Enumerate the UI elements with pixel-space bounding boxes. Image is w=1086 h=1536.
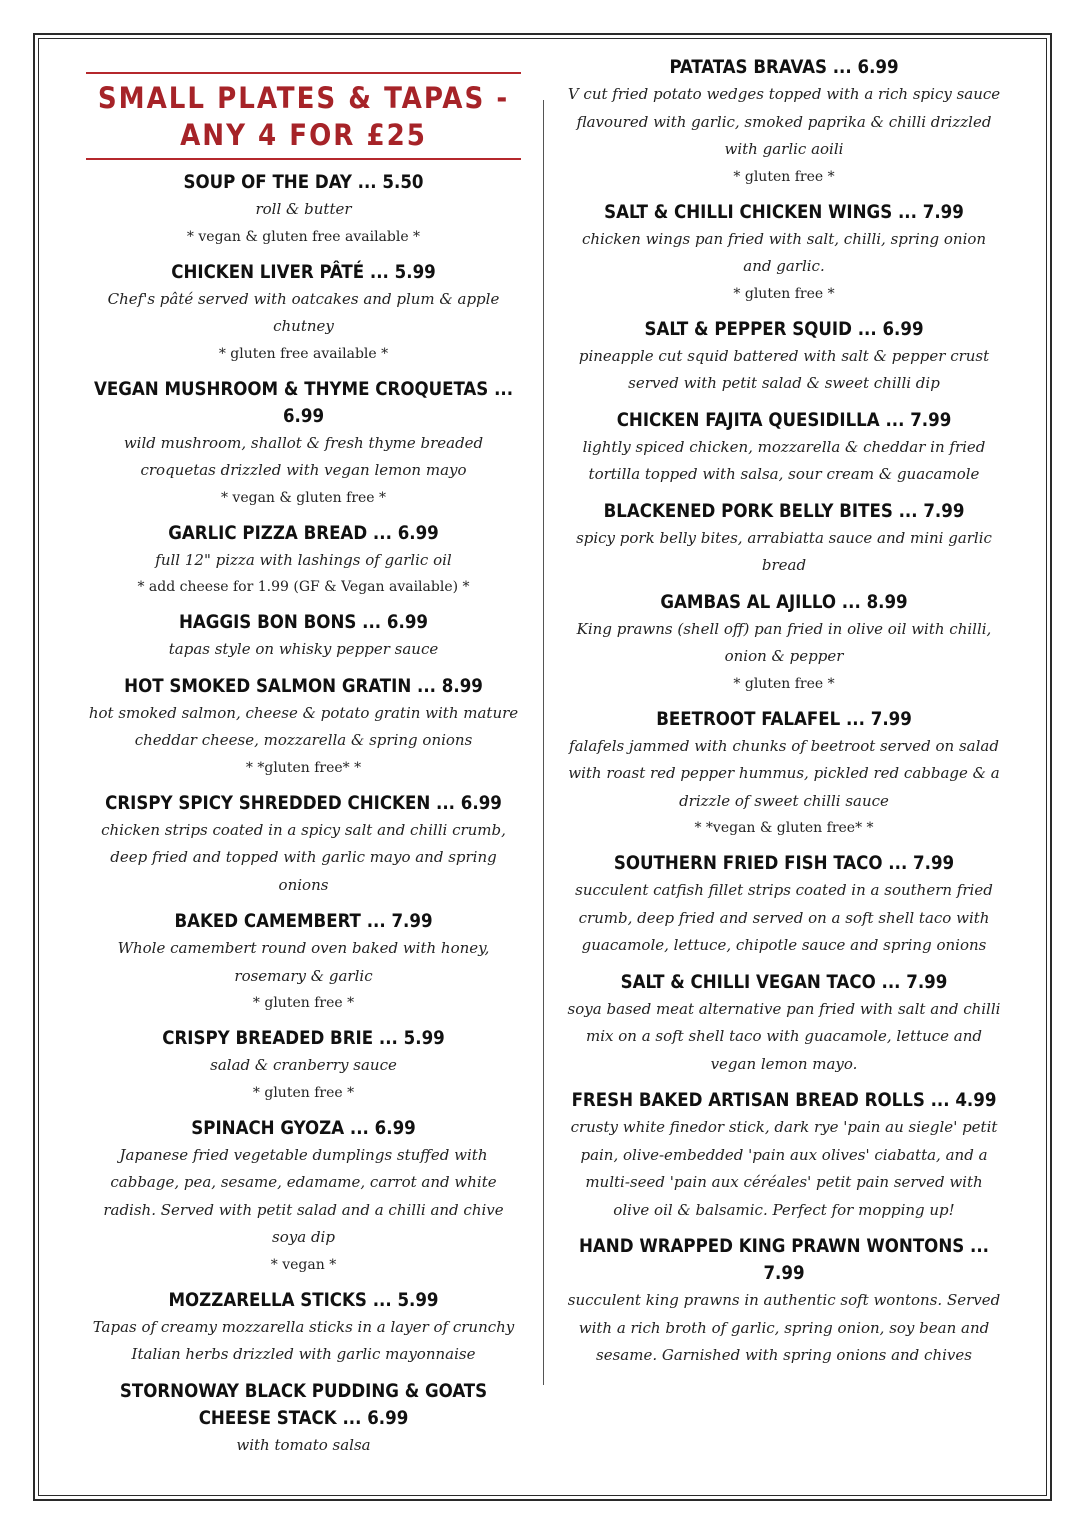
item-description: King prawns (shell off) pan fried in olive oil with chilli, onion & pepper [576, 619, 992, 665]
section-title: SMALL PLATES & TAPAS - ANY 4 FOR £25 [97, 81, 510, 152]
item-description: pineapple cut squid battered with salt & pepper crust served with petit salad & sweet chilli dip [578, 346, 990, 392]
item-name: SOUTHERN FRIED FISH TACO ... 7.99 [613, 853, 955, 874]
item-description: full 12" pizza with lashings of garlic oil [155, 550, 452, 569]
item-name: CRISPY BREADED BRIE ... 5.99 [162, 1028, 445, 1049]
item-dietary-note: * gluten free * [733, 675, 835, 692]
item-description: Tapas of creamy mozzarella sticks in a layer of crunchy Italian herbs drizzled with garlic mayonnaise [92, 1317, 515, 1363]
menu-item [566, 706, 1002, 842]
item-name: BEETROOT FALAFEL ... 7.99 [656, 708, 912, 730]
item-name: MOZZARELLA STICKS ... 5.99 [168, 1289, 439, 1311]
menu-item [86, 908, 521, 1016]
menu-item [566, 316, 1002, 398]
item-name: SALT & CHILLI CHICKEN WINGS ... 7.99 [604, 201, 964, 223]
item-name: BAKED CAMEMBERT ... 7.99 [174, 911, 433, 932]
menu-item [86, 790, 521, 900]
item-dietary-note: * *vegan & gluten free* * [694, 820, 874, 836]
menu-item [86, 1287, 521, 1369]
item-description: chicken wings pan fried with salt, chilli, spring onion and garlic. [581, 229, 987, 275]
item-dietary-note: * *gluten free* * [245, 759, 362, 776]
item-name: SALT & CHILLI VEGAN TACO ... 7.99 [620, 971, 948, 993]
item-name: VEGAN MUSHROOM & THYME CROQUETAS ... 6.99 [93, 378, 514, 427]
item-dietary-note: * gluten free * [252, 995, 355, 1011]
item-description: soya based meat alternative pan fried with salt and chilli mix on a soft shell taco with guacamole, lettuce and vegan lemon mayo. [567, 999, 1001, 1073]
menu-item [566, 589, 1002, 697]
menu-item [566, 850, 1002, 960]
item-name: BLACKENED PORK BELLY BITES ... 7.99 [603, 500, 965, 522]
item-description: falafels jammed with chunks of beetroot served on salad with roast red pepper hummus, pickled red cabbage & a drizzle of sweet chilli sauce [568, 736, 1000, 810]
menu-item [86, 1025, 521, 1106]
item-name: HOT SMOKED SALMON GRATIN ... 8.99 [124, 675, 483, 697]
item-name: HAND WRAPPED KING PRAWN WONTONS ... 7.99 [578, 1236, 990, 1284]
item-description: succulent catfish fillet strips coated in a southern fried crumb, deep fried and served on a soft shell taco with guacamole, lettuce, chipotle sauce and spring onions [575, 881, 993, 954]
menu-item [566, 969, 1002, 1079]
menu-item [86, 259, 521, 367]
item-name: CHICKEN LIVER PÂTÉ ... 5.99 [171, 261, 436, 283]
item-dietary-note: * gluten free * [733, 285, 835, 302]
item-description: Japanese fried vegetable dumplings stuffed with cabbage, pea, sesame, edamame, carrot and white radish. Served with petit salad and a chilli and chive soya dip [103, 1145, 504, 1246]
menu-item [566, 54, 1002, 190]
item-name: SOUP OF THE DAY ... 5.50 [183, 172, 424, 193]
item-description: roll & butter [255, 200, 352, 218]
section-header [86, 72, 521, 160]
item-description: V cut fried potato wedges topped with a rich spicy sauce flavoured with garlic, smoked paprika & chilli drizzled with garlic aoili [567, 85, 1001, 158]
item-dietary-note: * vegan * [270, 1256, 337, 1273]
menu-item [86, 376, 521, 511]
item-description: Whole camembert round oven baked with honey, rosemary & garlic [117, 939, 490, 985]
item-name: GAMBAS AL AJILLO ... 8.99 [660, 591, 908, 613]
left-column [86, 72, 521, 1468]
menu-item [566, 407, 1002, 489]
menu-item [86, 520, 521, 601]
item-name: CHICKEN FAJITA QUESIDILLA ... 7.99 [616, 409, 952, 431]
item-description: crusty white finedor stick, dark rye 'pain au siegle' petit pain, olive-embedded 'pain aux olives' ciabatta, and a multi-seed 'pain aux céréales' petit pain served with olive oil & balsamic. Perfect for mopping up! [570, 1118, 998, 1219]
menu-item [566, 199, 1002, 307]
menu-item [86, 1115, 521, 1278]
column-divider [543, 100, 544, 1385]
menu-item [86, 609, 521, 664]
item-description: with tomato salsa [236, 1435, 371, 1454]
item-description: lightly spiced chicken, mozzarella & cheddar in fried tortilla topped with salsa, sour cream & guacamole [582, 437, 986, 483]
item-name: PATATAS BRAVAS ... 6.99 [669, 57, 899, 78]
menu-item [86, 169, 521, 250]
item-description: wild mushroom, shallot & fresh thyme breaded croquetas drizzled with vegan lemon mayo [123, 433, 484, 479]
item-dietary-note: * gluten free available * [218, 345, 389, 362]
item-name: STORNOWAY BLACK PUDDING & GOATS CHEESE STACK ... 6.99 [119, 1380, 488, 1429]
menu-item [566, 1087, 1002, 1224]
right-column [566, 54, 1002, 1379]
menu-item [566, 1233, 1002, 1370]
item-description: hot smoked salmon, cheese & potato gratin with mature cheddar cheese, mozzarella & spring onions [88, 703, 519, 749]
item-name: GARLIC PIZZA BREAD ... 6.99 [168, 522, 439, 544]
item-description: spicy pork belly bites, arrabiatta sauce and mini garlic bread [576, 528, 992, 574]
item-dietary-note: * vegan & gluten free * [220, 489, 387, 506]
menu-item [86, 1378, 521, 1460]
menu-item [86, 673, 521, 781]
item-description: tapas style on whisky pepper sauce [168, 640, 439, 658]
item-description: Chef's pâté served with oatcakes and plum & apple chutney [107, 289, 500, 335]
item-name: HAGGIS BON BONS ... 6.99 [178, 612, 428, 633]
item-name: FRESH BAKED ARTISAN BREAD ROLLS ... 4.99 [571, 1090, 997, 1111]
item-name: SALT & PEPPER SQUID ... 6.99 [644, 318, 924, 340]
item-description: salad & cranberry sauce [210, 1056, 397, 1074]
item-name: SPINACH GYOZA ... 6.99 [191, 1117, 416, 1139]
item-dietary-note: * vegan & gluten free available * [186, 228, 421, 245]
item-description: chicken strips coated in a spicy salt and chilli crumb, deep fried and topped with garlic mayo and spring onions [101, 820, 506, 894]
item-description: succulent king prawns in authentic soft wontons. Served with a rich broth of garlic, spring onion, soy bean and sesame. Garnished with spring onions and chives [567, 1291, 1001, 1364]
menu-item [566, 498, 1002, 580]
item-dietary-note: * add cheese for 1.99 (GF & Vegan available) * [137, 579, 470, 595]
item-dietary-note: * gluten free * [733, 168, 835, 185]
item-name: CRISPY SPICY SHREDDED CHICKEN ... 6.99 [105, 792, 502, 814]
item-dietary-note: * gluten free * [252, 1084, 355, 1101]
